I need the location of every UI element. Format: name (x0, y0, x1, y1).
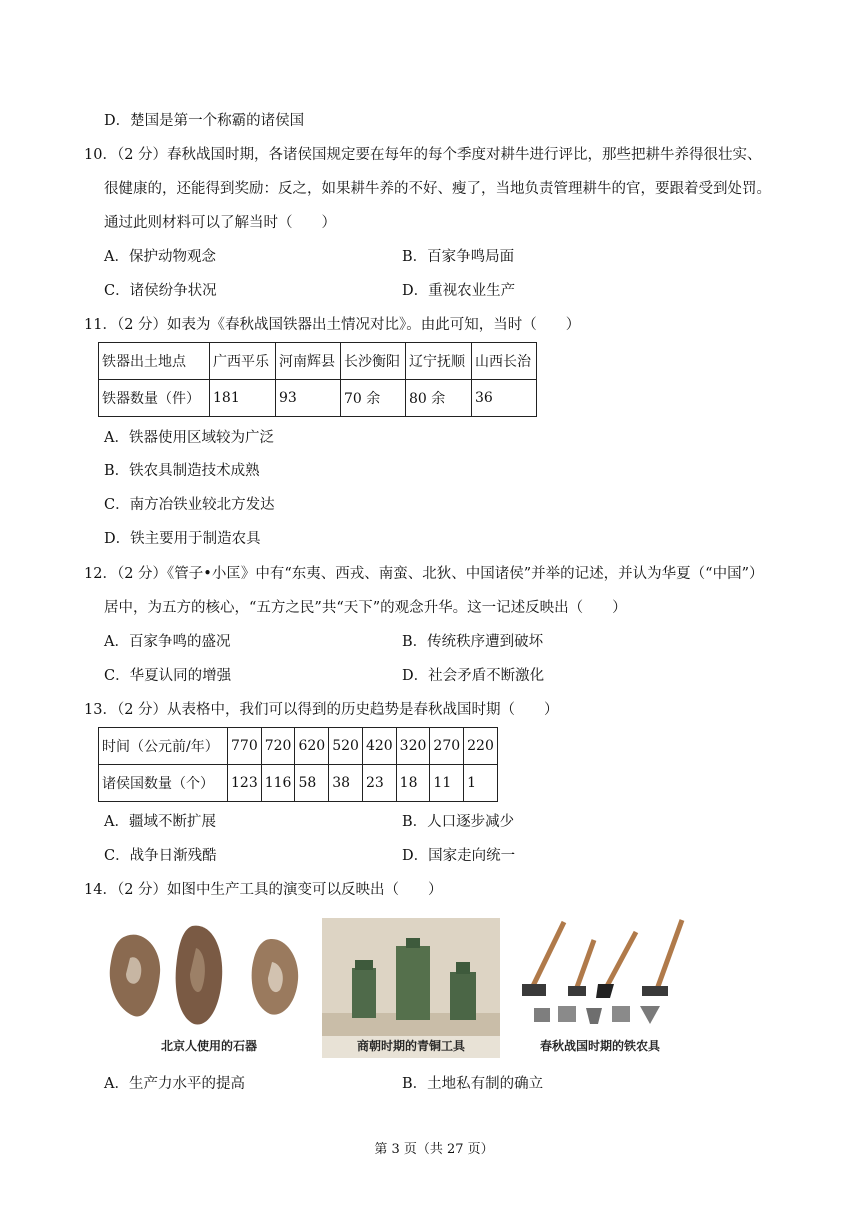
q14-option-b: B．土地私有制的确立 (402, 1076, 544, 1092)
table-cell: 1 (464, 765, 498, 802)
q11-table (98, 342, 537, 417)
table-cell: 山西长治 (472, 343, 537, 380)
q10-stem-line1: 10．（2 分）春秋战国时期，各诸侯国规定要在每年的每个季度对耕牛进行评比，那些把耕牛养得很壮实、 (84, 147, 762, 163)
q13-option-b: B．人口逐步减少 (402, 814, 515, 830)
table-cell: 270 (430, 728, 464, 765)
table-row (99, 728, 498, 765)
table-cell: 720 (261, 728, 295, 765)
q10-option-c: C．诸侯纷争状况 (104, 283, 217, 299)
q11-stem: 11．（2 分）如表为《春秋战国铁器出土情况对比》。由此可知，当时（ ） (84, 317, 581, 333)
q10-stem-line2: 很健康的，还能得到奖励：反之，如果耕牛养的不好、瘦了，当地负责管理耕牛的官，要跟着受到处罚。 (104, 181, 771, 197)
bronze-tools-illustration (322, 918, 500, 1036)
table-cell: 诸侯国数量（个） (99, 765, 228, 802)
stone-tools-illustration (104, 918, 314, 1036)
q14-option-a: A．生产力水平的提高 (104, 1076, 245, 1092)
q14-stem: 14．（2 分）如图中生产工具的演变可以反映出（ ） (84, 882, 443, 898)
table-cell: 80 余 (406, 380, 472, 417)
table-cell: 58 (295, 765, 329, 802)
q12-option-b: B．传统秩序遭到破坏 (402, 634, 544, 650)
bronze-tools-figure (322, 918, 500, 1058)
q10-option-b: B．百家争鸣局面 (402, 249, 515, 265)
table-cell: 长沙衡阳 (341, 343, 406, 380)
figure-caption-bronze-tools: 商朝时期的青铜工具 (356, 1039, 465, 1053)
table-cell: 时间（公元前/年） (99, 728, 228, 765)
q13-stem: 13．（2 分）从表格中，我们可以得到的历史趋势是春秋战国时期（ ） (84, 702, 559, 718)
table-cell: 11 (430, 765, 464, 802)
q9-option-d: D．楚国是第一个称霸的诸侯国 (104, 113, 305, 129)
q12-option-c: C．华夏认同的增强 (104, 668, 232, 684)
table-cell: 320 (396, 728, 430, 765)
table-cell: 770 (228, 728, 262, 765)
table-cell: 220 (464, 728, 498, 765)
q13-option-d: D．国家走向统一 (402, 848, 516, 864)
q13-option-a: A．疆域不断扩展 (104, 814, 216, 830)
q11-option-b: B．铁农具制造技术成熟 (104, 463, 260, 479)
table-cell: 铁器数量（件） (99, 380, 210, 417)
table-cell: 70 余 (341, 380, 406, 417)
page-footer: 第 3 页（共 27 页） (374, 1142, 494, 1157)
table-cell: 38 (329, 765, 363, 802)
table-cell: 18 (396, 765, 430, 802)
table-cell: 181 (210, 380, 276, 417)
q12-option-a: A．百家争鸣的盛况 (104, 634, 231, 650)
table-row (99, 765, 498, 802)
table-row (99, 380, 537, 417)
q11-option-a: A．铁器使用区域较为广泛 (104, 430, 274, 446)
table-cell: 23 (362, 765, 396, 802)
table-cell: 520 (329, 728, 363, 765)
figure-caption-stone-tools: 北京人使用的石器 (160, 1039, 257, 1053)
table-cell: 420 (362, 728, 396, 765)
table-cell: 93 (276, 380, 341, 417)
q10-stem-line3: 通过此则材料可以了解当时（ ） (104, 215, 336, 231)
table-cell: 广西平乐 (210, 343, 276, 380)
q10-option-a: A．保护动物观念 (104, 249, 216, 265)
table-cell: 36 (472, 380, 537, 417)
figure-caption-iron-tools: 春秋战国时期的铁农具 (539, 1039, 660, 1053)
stone-tools-figure (104, 918, 314, 1058)
q13-table (98, 727, 498, 802)
iron-tools-figure (514, 918, 686, 1058)
table-cell: 116 (261, 765, 295, 802)
table-cell: 辽宁抚顺 (406, 343, 472, 380)
table-cell: 123 (228, 765, 262, 802)
q10-option-d: D．重视农业生产 (402, 283, 516, 299)
table-cell: 河南辉县 (276, 343, 341, 380)
table-cell: 铁器出土地点 (99, 343, 210, 380)
q12-stem-line2: 居中，为五方的核心，“五方之民”共“天下”的观念升华。这一记述反映出（ ） (104, 600, 627, 616)
table-cell: 620 (295, 728, 329, 765)
q11-option-d: D．铁主要用于制造农具 (104, 531, 261, 547)
q13-option-c: C．战争日渐残酷 (104, 848, 217, 864)
q11-option-c: C．南方冶铁业较北方发达 (104, 497, 275, 513)
table-row (99, 343, 537, 380)
iron-tools-illustration (514, 918, 686, 1036)
q12-option-d: D．社会矛盾不断激化 (402, 668, 545, 684)
q12-stem-line1: 12．（2 分）《管子•小匡》中有“东夷、西戎、南蛮、北狄、中国诸侯”并举的记述，并认为华夏（“中国”） (84, 566, 764, 582)
